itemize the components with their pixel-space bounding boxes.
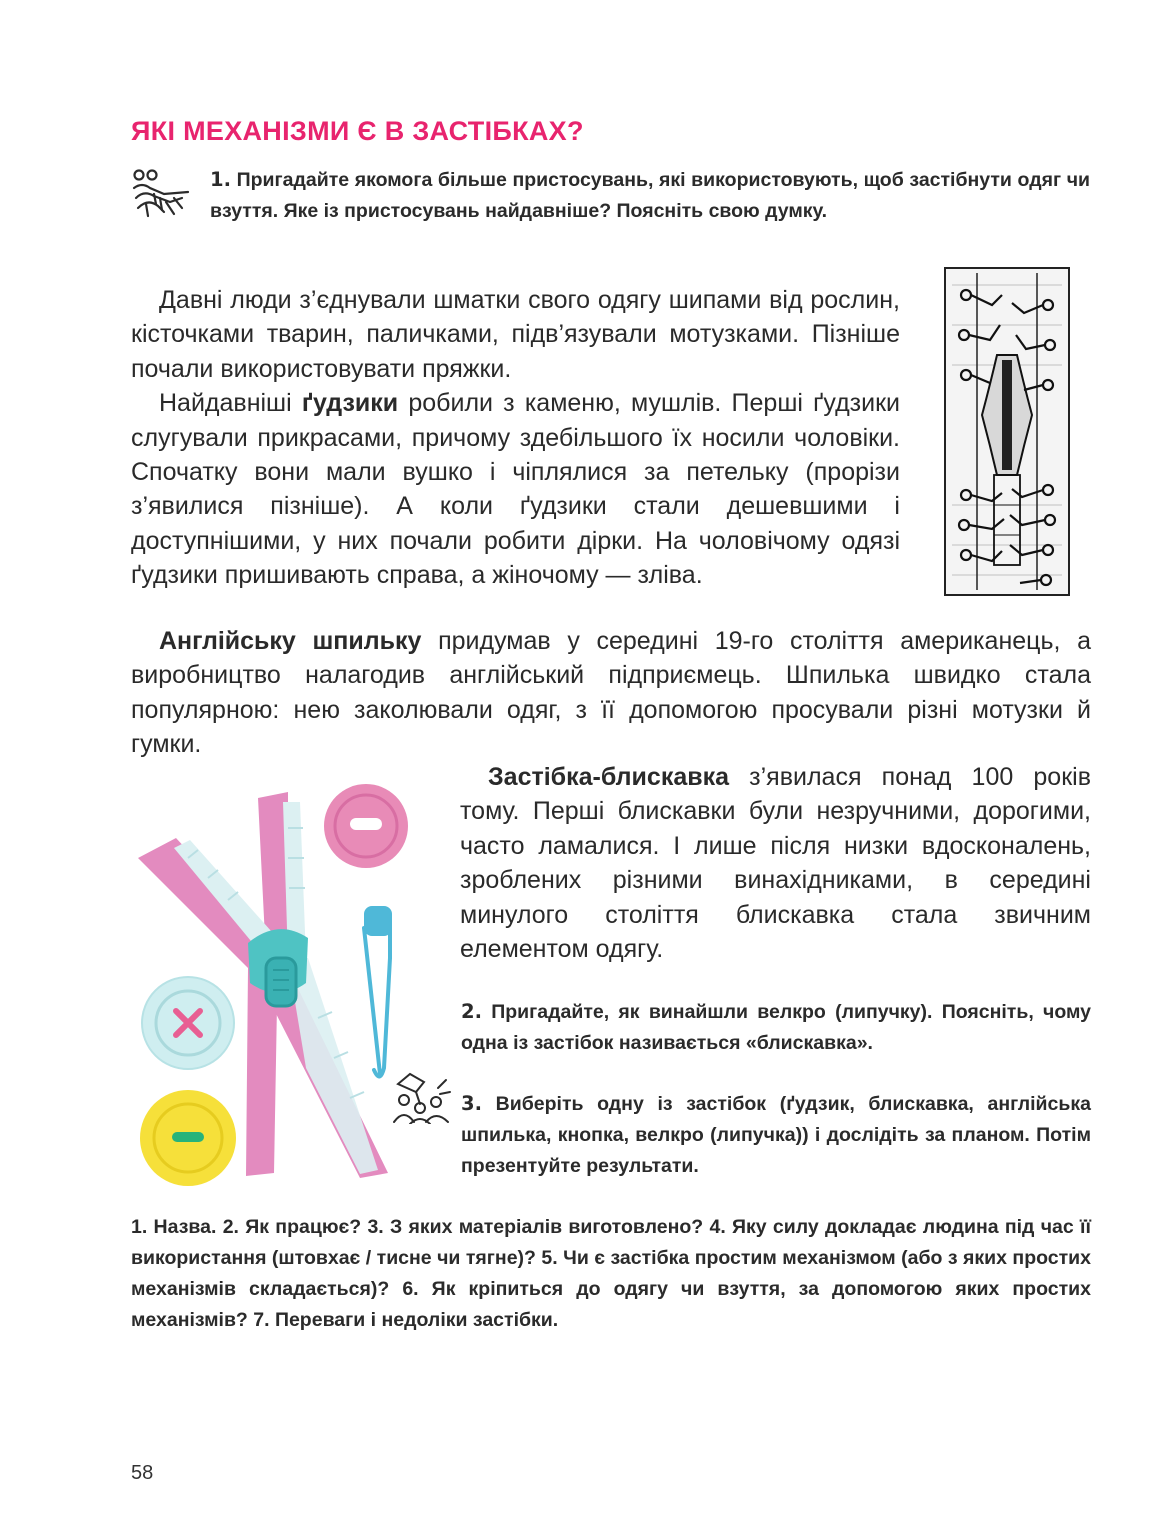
- task-3: [461, 1088, 1091, 1182]
- think-discuss-icon: [130, 168, 194, 224]
- page-number: 58: [131, 1462, 154, 1484]
- task-3-number: 3.: [461, 1092, 482, 1115]
- section-heading: ЯКІ МЕХАНІЗМИ Є В ЗАСТІБКАХ?: [131, 116, 584, 146]
- zipper-buttons-illustration: [128, 778, 448, 1198]
- plan-step-number: 6.: [402, 1278, 419, 1300]
- research-plan: [131, 1212, 1091, 1336]
- paragraph-3-rest: придумав у середині 19-го століття американець, а виробництво налагодив англійський підприємець. Шпилька швидко стала популярною: нею заколювали одяг, з її допомогою просували різні мотузки й гумки.: [131, 627, 1091, 759]
- plan-step-text: З яких матеріалів виготовлено?: [383, 1216, 710, 1238]
- plan-step-number: 1.: [131, 1216, 148, 1238]
- task-2-text: Пригадайте, як винайшли велкро (липучку). Поясніть, чому одна із застібок називається «блискавка».: [461, 1001, 1091, 1054]
- plan-step-text: Як кріпиться до одягу чи взуття, за допомогою яких простих механізмів?: [131, 1278, 1091, 1331]
- paragraph-4: [460, 760, 1091, 966]
- task-1-text: Пригадайте якомога більше пристосувань, які використовують, щоб застібнути одяг чи взуття. Яке із пристосувань найдавніше? Поясніть свою думку.: [210, 169, 1090, 222]
- task-3-text: Виберіть одну із застібок (ґудзик, блискавка, англійська шпилька, кнопка, велкро (липучка)) і дослідіть за планом. Потім презентуйте результати.: [461, 1093, 1091, 1177]
- plan-step-text: Як працює?: [238, 1216, 368, 1238]
- task-1-number: 1.: [210, 168, 231, 191]
- body-text-top: [131, 283, 900, 593]
- task-2: [461, 996, 1091, 1059]
- paragraph-1: Давні люди з’єднували шматки свого одягу шипами від рослин, кісточками тварин, паличками, підв’язували мотузками. Пізніше почали використовувати пряжки.: [131, 286, 900, 383]
- plan-step-text: Переваги і недоліки застібки.: [269, 1309, 559, 1331]
- paragraph-3: [131, 624, 1091, 762]
- plan-step-text: Яку силу докладає людина під час її використання (штовхає / тисне чи тягне)?: [131, 1216, 1091, 1269]
- plan-step-number: 4.: [709, 1216, 726, 1238]
- plan-step-number: 5.: [541, 1247, 558, 1269]
- term-buttons: ґудзики: [301, 389, 399, 418]
- plan-step-number: 2.: [222, 1216, 239, 1238]
- plan-step-number: 7.: [253, 1309, 270, 1331]
- group-research-icon: [390, 1068, 452, 1124]
- term-safety-pin: Англійську шпильку: [159, 627, 422, 655]
- plan-step-text: Назва.: [147, 1216, 223, 1238]
- term-zipper: Застібка-блискавка: [488, 763, 730, 791]
- paragraph-2-lead: Найдавніші: [159, 389, 302, 418]
- paragraph-2: [131, 386, 900, 592]
- paragraph-4-rest: з’явилася понад 100 років тому. Перші блискавки були незручними, дорогими, часто ламалися. І лише після низки вдосконалень, зроблених різними винахідниками, в середині минулого століття блискавка стала звичним елементом одягу.: [460, 763, 1091, 964]
- task-2-number: 2.: [461, 1000, 482, 1023]
- paragraph-2-rest: робили з каменю, мушлів. Перші ґудзики слугували прикрасами, причому здебільшого їх носили чоловіки. Спочатку вони мали вушко і чіплялися за петельку (прорізи з’явилися пізніше). А коли ґудзики стали дешевшими і доступнішими, у них почали робити дірки. На чоловічому одязі ґудзики пришивають справа, а жіночому — зліва.: [131, 389, 900, 590]
- task-1: [210, 164, 1090, 227]
- plan-step-text: Чи є застібка простим механізмом (або з яких простих механізмів складається)?: [131, 1247, 1091, 1300]
- body-text-zipper: [460, 760, 1091, 966]
- plan-step-number: 3.: [367, 1216, 384, 1238]
- body-text-middle: [131, 624, 1091, 762]
- hooks-and-eyes-engraving: [942, 265, 1072, 598]
